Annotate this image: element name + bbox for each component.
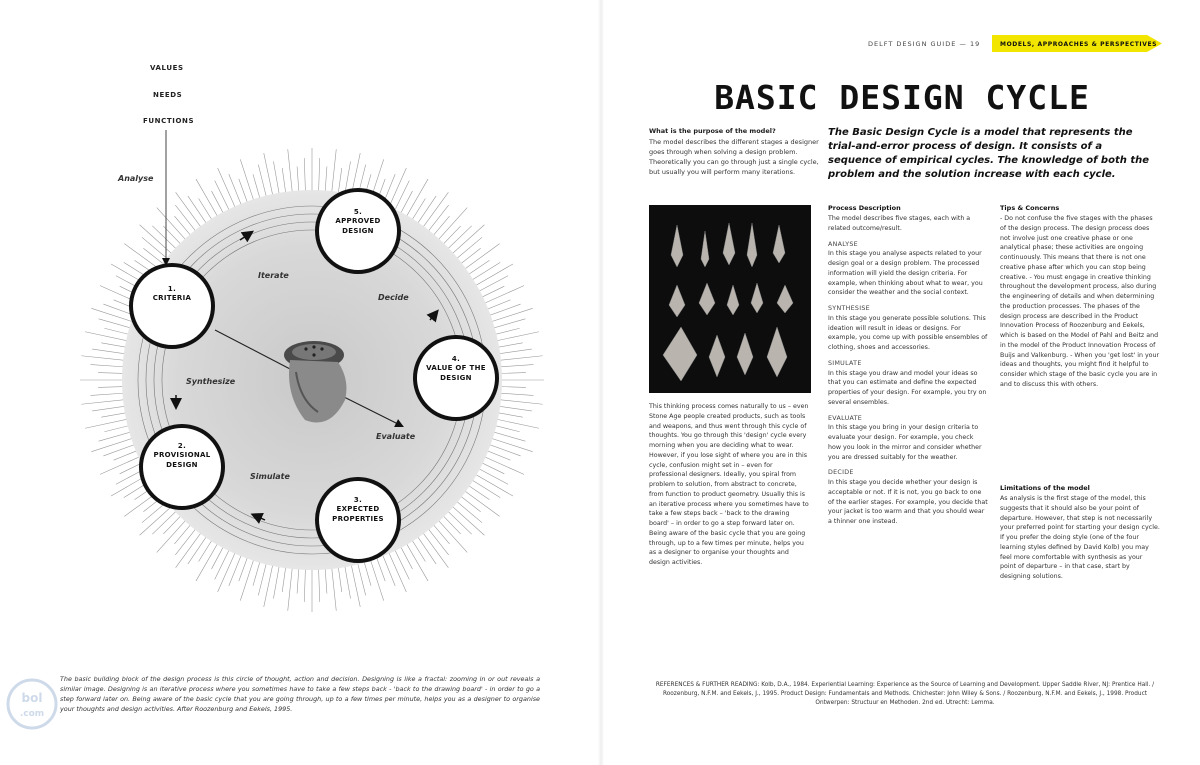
factor-functions: FUNCTIONS (143, 117, 195, 125)
node-provisional-design: 2. PROVISIONAL DESIGN (153, 442, 211, 469)
node-value-of-design: 4. VALUE OF THE DESIGN (426, 355, 486, 382)
purpose-heading: What is the purpose of the model? (649, 127, 776, 135)
node-expected-properties: 3. EXPECTED PROPERTIES (332, 496, 384, 523)
verb-decide: Decide (378, 293, 409, 302)
stone-arrowheads-photo (649, 205, 811, 393)
bol-logo-watermark (0, 672, 64, 736)
node-approved-design: 5. APPROVED DESIGN (335, 208, 381, 235)
node-criteria: 1. CRITERIA (152, 285, 192, 303)
node-circle-criteria (131, 265, 213, 347)
svg-text:.com: .com (19, 709, 45, 719)
page-title: BASIC DESIGN CYCLE (714, 78, 1090, 117)
stage-text-decide: In this stage you decide whether your design is acceptable or not. If it is not, you go back to one of the earlier stages. For example, you decide that your jacket is too warm and that you should wear a thinner one instead. (828, 479, 988, 525)
running-header: DELFT DESIGN GUIDE — 19 (868, 40, 981, 48)
stage-name-analyse: ANALYSE (828, 240, 858, 248)
stage-name-synthesise: SYNTHESISE (828, 305, 870, 312)
svg-text:bol: bol (21, 691, 43, 705)
tips-heading: Tips & Concerns (1000, 204, 1060, 212)
limitations-text: As analysis is the first stage of the model, this suggests that it should also be your point of departure. However, that step is not necessarily your preferred point for starting your design cycle. If you prefer the doing style (one of the four learning styles defined by David Kolb) you may feel more comfortable with synthesis as your point of departure – in that case, start by designing solutions. (1000, 495, 1160, 580)
purpose-text: The model describes the different stages a designer goes through when solving a design problem. Theoretically you can go through just a single cycle, but usually you will perform many iterations. (649, 138, 819, 177)
tips-text: - Do not confuse the five stages with the phases of the design process. The design process does not involve just one creative phase or one analytical phase; these activities are ongoing continuously. This means that there is not one creative phase after which you can stop being creative. - You must engage in creative thinking throughout the development process, also during the engineering of details and when determining the production processes. The phases of the design process are described in the Product Innovation Process of Roozenburg and Eekels, which is based on the Model of Pahl and Beitz and in the model of the Product Innovation Process of Buijs and Valkenburg. - When you 'get lost' in your ideas and thoughts, you might find it helpful to consider which stage of the basic cycle you are in and to discuss this with others. (1000, 215, 1160, 388)
figure-caption: The basic building block of the design process is this circle of thought, action and decision. Designing is like a fractal: zooming in or out reveals a similar image. Designing is an iterative process where you sometimes have to take a few steps back - 'back to the drawing board' - in order to go a step forward later on. Being aware of the basic cycle that you are going through, up to a few times per minute, helps you as a designer to organise your thoughts and design activities. After Roozenburg and Eekels, 1995. (60, 675, 540, 713)
stage-text-evaluate: In this stage you bring in your design criteria to evaluate your design. For example, you check how you look in the mirror and consider whether you are dressed suitably for the weather. (828, 424, 982, 461)
process-intro: The model describes five stages, each with a related outcome/result. (828, 215, 971, 232)
references: REFERENCES & FURTHER READING: Kolb, D.A., 1984. Experiential Learning: Experience as the Source of Learning and Development. Upper Saddle River, NJ: Prentice Hall. / Roozenburg, N.F.M. and Eekels, J., 1995. Product Design: Fundamentals and Methods. Chichester: John Wiley & Sons. / Roozenburg, N.F.M. and Eekels, J., 1998. Product Ontwerpen: Structuur en Methoden. 2nd ed. Utrecht: Lemma. (655, 682, 1155, 706)
stage-name-decide: DECIDE (828, 469, 854, 477)
verb-iterate: Iterate (258, 271, 289, 280)
stone-age-paragraph: This thinking process comes naturally to us – even Stone Age people created products, such as tools and weapons, and thus went through this cycle of thoughts. You go through this 'design' cycle every morning when you are deciding what to wear. However, if you lose sight of where you are in this cycle, confusion might set in – even for professional designers. Ideally, you spiral from problem to solution, from abstract to concrete, from function to product geometry. Usually this is an iterative process where you sometimes have to take a few steps back – 'back to the drawing board' – in order to go a step forward later on. Being aware of the basic cycle that you are going through, up to a few times per minute, helps you as a designer to organise your thoughts and design activities. (649, 403, 809, 566)
limitations-heading: Limitations of the model (1000, 484, 1090, 492)
process-heading: Process Description (828, 204, 901, 212)
factor-needs: NEEDS (153, 91, 183, 99)
factor-values: VALUES (150, 64, 184, 72)
process-column (828, 214, 988, 527)
stage-name-evaluate: EVALUATE (828, 414, 863, 422)
stage-text-analyse: In this stage you analyse aspects related to your design goal or a design problem. The processed information will yield the design criteria. For example, when thinking about what to wear, you consider the weather and the social context. (828, 250, 983, 297)
verb-synthesize: Synthesize (186, 377, 236, 386)
intro-paragraph: The Basic Design Cycle is a model that represents the trial-and-error process of design. It consists of a sequence of empirical cycles. The knowledge of both the problem and the solution increase with each cycle. (828, 127, 1150, 180)
stage-text-synthesise: In this stage you generate possible solutions. This ideation will result in ideas or designs. For example, you come up with possible ensembles of clothing, shoes and accessories. (828, 314, 988, 351)
basic-design-cycle-diagram (0, 0, 600, 670)
verb-evaluate: Evaluate (376, 432, 416, 441)
stage-text-simulate: In this stage you draw and model your ideas so that you can estimate and define the expected properties of your design. For example, you try on several ensembles. (828, 369, 987, 406)
section-label: MODELS, APPROACHES & PERSPECTIVES (1000, 41, 1158, 48)
verb-analyse: Analyse (118, 174, 154, 183)
stage-name-simulate: SIMULATE (828, 359, 862, 367)
verb-simulate: Simulate (250, 472, 290, 481)
